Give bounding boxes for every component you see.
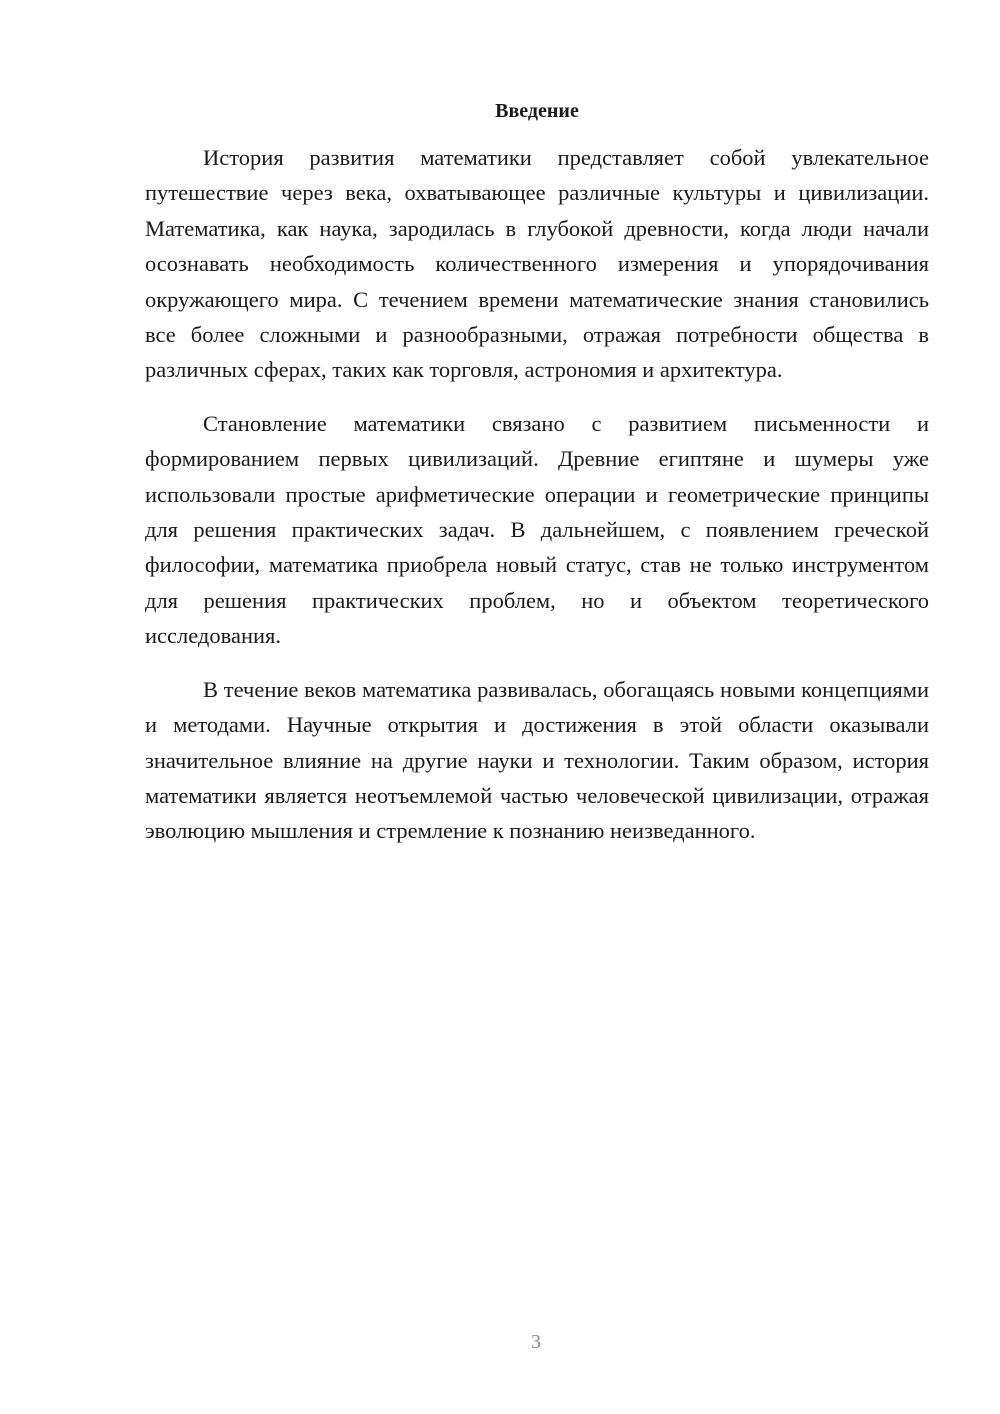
- page-content: [145, 96, 929, 867]
- page-number: 3: [531, 1331, 541, 1353]
- paragraph-1: История развития математики представляет собой увлекательное путешествие через века, охватывающее различные культуры и цивилизации. Математика, как наука, зародилась в глубокой древности, когда люди начали осознавать необходимость количественного измерения и упорядочивания окружающего мира. С течением времени математические знания становились все более сложными и разнообразными, отражая потребности общества в различных сферах, таких как торговля, астрономия и архитектура.: [145, 145, 929, 383]
- paragraph-3: В течение веков математика развивалась, обогащаясь новыми концепциями и методами. Научные открытия и достижения в этой области оказывали значительное влияние на другие науки и технологии. Таким образом, история математики является неотъемлемой частью человеческой цивилизации, отражая эволюцию мышления и стремление к познанию неизведанного.: [145, 676, 929, 844]
- section-title: Введение: [495, 100, 579, 122]
- paragraph-2: Становление математики связано с развитием письменности и формированием первых цивилизаций. Древние египтяне и шумеры уже использовали простые арифметические операции и геометрические принципы для решения практических задач. В дальнейшем, с появлением греческой философии, математика приобрела новый статус, став не только инструментом для решения практических проблем, но и объектом теоретического исследования.: [145, 410, 929, 649]
